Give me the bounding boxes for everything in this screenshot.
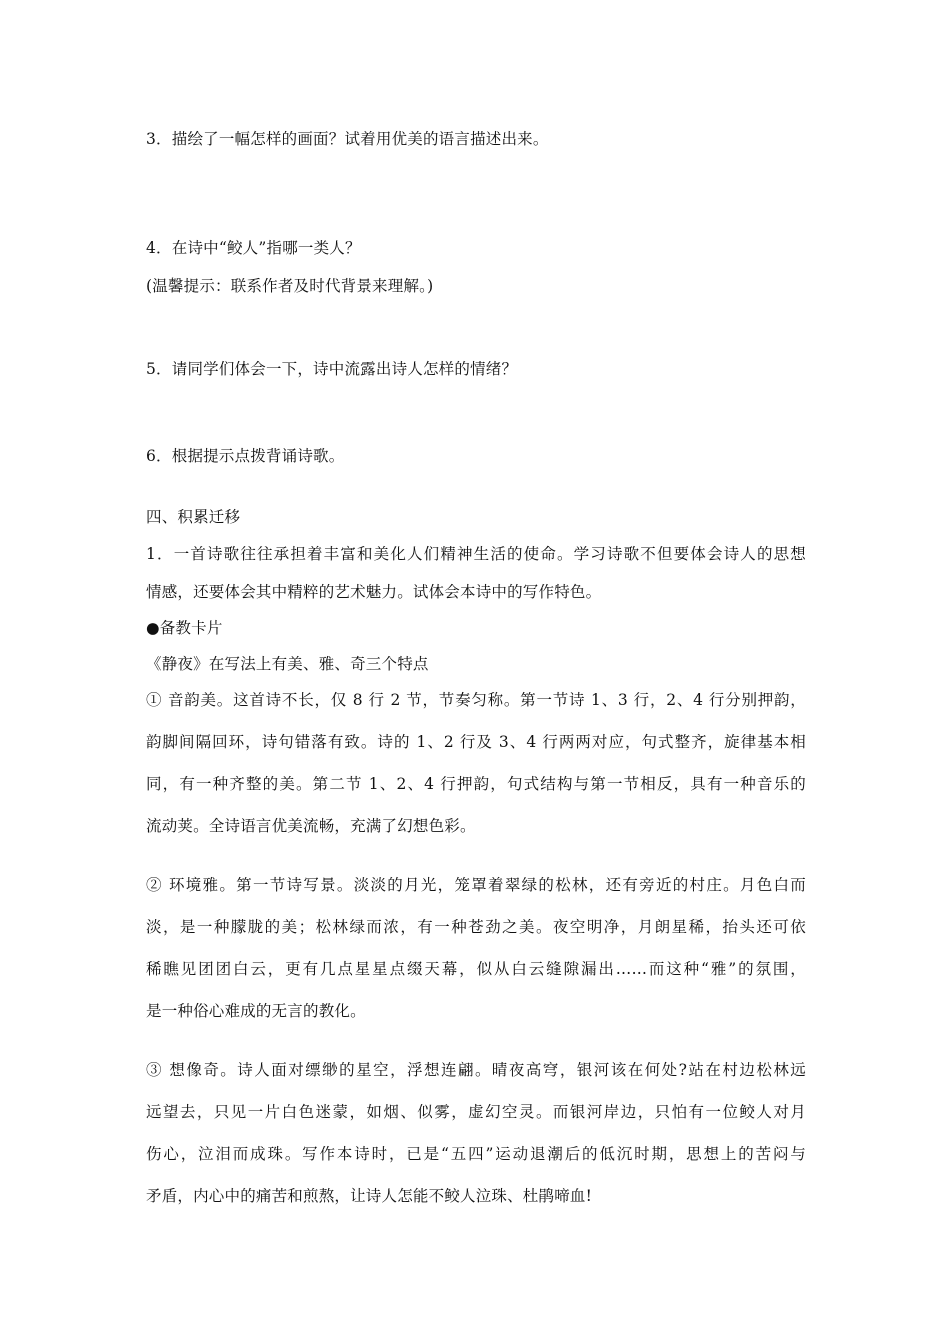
point-1-line-1: ① 音韵美。这首诗不长，仅 8 行 2 节，节奏匀称。第一节诗 1、3 行，2、4 行分别押韵， bbox=[146, 691, 806, 709]
point-3-line-2: 远望去，只见一片白色迷蒙，如烟、似雾，虚幻空灵。而银河岸边，只怕有一位鲛人对月 bbox=[146, 1103, 806, 1121]
point-2-line-1: ② 环境雅。第一节诗写景。淡淡的月光，笼罩着翠绿的松林，还有旁近的村庄。月色白而 bbox=[146, 876, 806, 894]
point-1-line-2: 韵脚间隔回环，诗句错落有致。诗的 1、2 行及 3、4 行两两对应，句式整齐，旋律基本相 bbox=[146, 733, 806, 751]
question-5: 5．请同学们体会一下，诗中流露出诗人怎样的情绪？ bbox=[146, 360, 518, 378]
point-3-line-3: 伤心，泣泪而成珠。写作本诗时，已是“五四”运动退潮后的低沉时期，思想上的苦闷与 bbox=[146, 1145, 806, 1163]
point-1-line-3: 同，有一种齐整的美。第二节 1、2、4 行押韵，句式结构与第一节相反，具有一种音乐的 bbox=[146, 775, 806, 793]
point-3-line-4: 矛盾，内心中的痛苦和煎熬，让诗人怎能不鲛人泣珠、杜鹃啼血! bbox=[146, 1187, 593, 1205]
card-intro: 《静夜》在写法上有美、雅、奇三个特点 bbox=[146, 655, 429, 673]
point-3-line-1: ③ 想像奇。诗人面对缥缈的星空，浮想连翩。晴夜高穹，银河该在何处?站在村边松林远 bbox=[146, 1061, 806, 1079]
section-4-item-1-line-1: 1．一首诗歌往往承担着丰富和美化人们精神生活的使命。学习诗歌不但要体会诗人的思想 bbox=[146, 545, 806, 563]
point-2-line-2: 淡，是一种朦胧的美；松林绿而浓，有一种苍劲之美。夜空明净，月朗星稀，抬头还可依 bbox=[146, 918, 806, 936]
question-6: 6．根据提示点拨背诵诗歌。 bbox=[146, 447, 345, 465]
card-title: ●备教卡片 bbox=[146, 619, 223, 637]
question-4: 4．在诗中“鲛人”指哪一类人？ bbox=[146, 239, 361, 257]
question-4-hint: (温馨提示：联系作者及时代背景来理解。) bbox=[146, 277, 434, 295]
point-2-line-4: 是一种俗心难成的无言的教化。 bbox=[146, 1002, 366, 1020]
section-4-heading: 四、积累迁移 bbox=[146, 508, 241, 526]
point-2-line-3: 稀瞧见团团白云，更有几点星星点缀天幕，似从白云缝隙漏出……而这种“雅”的氛围， bbox=[146, 960, 806, 978]
point-1-line-4: 流动荚。全诗语言优美流畅，充满了幻想色彩。 bbox=[146, 817, 476, 835]
question-3: 3．描绘了一幅怎样的画面？试着用优美的语言描述出来。 bbox=[146, 130, 549, 148]
section-4-item-1-line-2: 情感，还要体会其中精粹的艺术魅力。试体会本诗中的写作特色。 bbox=[146, 583, 602, 601]
